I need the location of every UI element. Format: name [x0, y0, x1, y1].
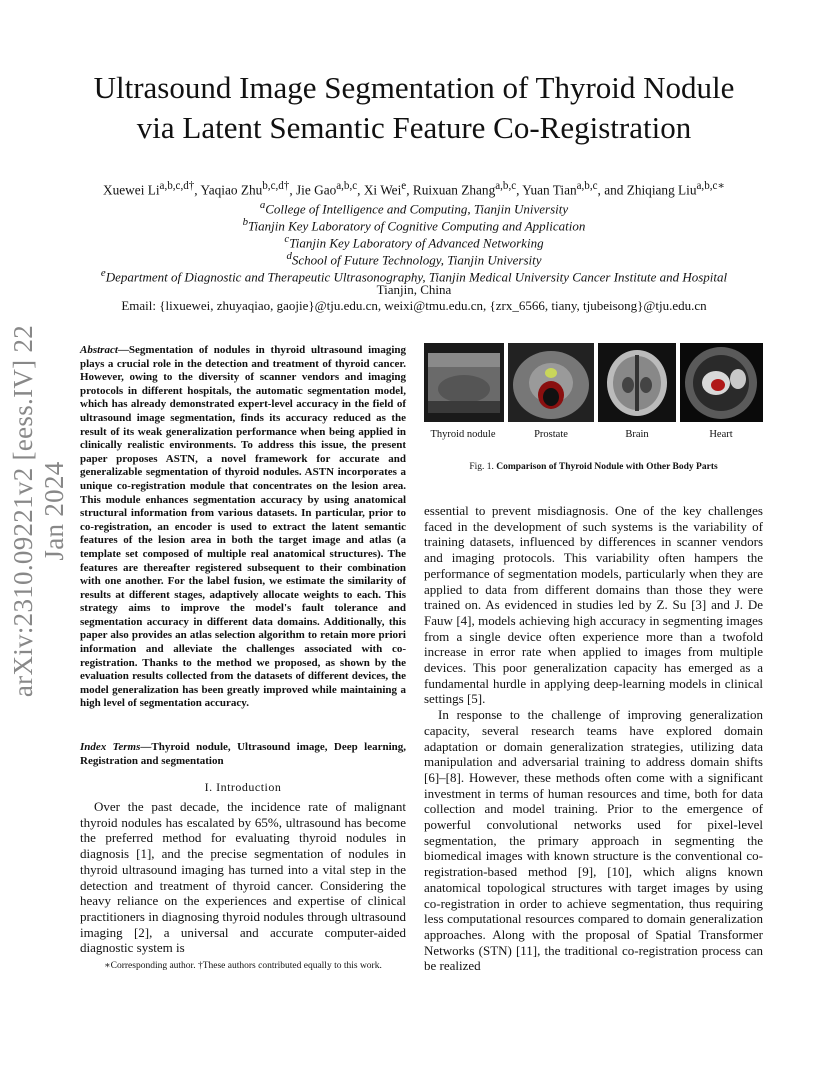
brain-image	[598, 343, 676, 422]
figure-label-thyroid: Thyroid nodule	[430, 429, 496, 440]
right-paragraph-1: essential to prevent misdiagnosis. One of the key challenges faced in the development of such systems is the variability of training datasets, influenced by differences in scanner vendors and imaging protocols. This variability often hampers the performance of segmentation models, particularly when they are applied to data from different domains than those they were trained on. As evidenced in studies led by Z. Su [3] and J. De Fauw [4], models achieving high accuracy in segmenting images from a single device often experience more than a twofold increase in error rate when applied to images from multiple devices. This poor generalization capacity has emerged as a fundamental hurdle in applying deep-learning models in clinical settings [5].	[424, 503, 763, 707]
affiliation-a: $^a$College of Intelligence and Computing, Tianjin University	[259, 199, 569, 217]
abstract-lead: Abstract	[80, 344, 118, 356]
right-paragraph-2: In response to the challenge of improving generalization capacity, several research teams have explored domain adaptation or domain generalization strategies, utilizing data manipulation and adversarial training to address domain shifts [6]–[8]. However, these methods often come with a significant investment in terms of human resources and time, both for data collection and model training. Prior to the emergence of powerful convolutional networks used for pixel-level segmentation, the primary approach in segmenting the biomedical images with known structure is the conventional co-registration-based method [9], [10], which aligns known anatomical topological structures with target images by using co-registration in order to achieve segmentation, thus requiring less computational resources compared to domain generalization approaches. Along with the proposal of Spatial Transformer Networks (STN) [11], the traditional co-registration process can be realized	[424, 707, 763, 974]
figure-label-brain: Brain	[625, 429, 649, 440]
arxiv-stamp: arXiv:2310.09221v2 [eess.IV] 22 Jan 2024	[8, 324, 69, 698]
affiliation-d: $^d$School of Future Technology, Tianjin University	[286, 250, 542, 268]
author-list: Xuewei $Li^{a,b,c,d\dagger}$, Yaqiao Zhu$^{b,c,d\dagger}$, Jie Gao$^{a,b,c}$, Xi Wei$^e$, Ruixuan Zhang$^{a,b,c}$, Yuan Tian$^{a,b,c}$, and Zhiqiang Liu$^{a,b,c∗}$	[103, 180, 725, 198]
index-terms	[80, 741, 406, 768]
paper-title	[0, 68, 828, 148]
affiliation-e: $^e$Department of Diagnostic and Therapeutic Ultrasonography, Tianjin Medical University Cancer Institute and Hospital	[100, 267, 728, 285]
title-line-1: Ultrasound Image Segmentation of Thyroid Nodule	[93, 70, 735, 105]
intro-paragraph-left: Over the past decade, the incidence rate of malignant thyroid nodules has escalated by 65%, ultrasound has become the preferred method for evaluating thyroid nodules in diagnosis [1], and the precise segmentation of nodules in thyroid ultrasound imaging has turned into a vital step in the detection and treatment of thyroid cancer. Considering the heavy reliance on the experiences and expertise of clinical practitioners in diagnosing thyroid nodules through ultrasound imaging [2], a universal and accurate computer-aided diagnostic system is	[80, 799, 406, 956]
figure-label-prostate: Prostate	[534, 429, 568, 440]
right-column	[424, 503, 763, 974]
figure-caption-text: Comparison of Thyroid Nodule with Other Body Parts	[496, 462, 718, 472]
affiliation-c: $^c$Tianjin Key Laboratory of Advanced Networking	[284, 233, 544, 251]
prostate-image	[508, 343, 594, 422]
abstract-text: —Segmentation of nodules in thyroid ultrasound imaging plays a crucial role in the detection and treatment of thyroid cancer. However, owing to the diversity of scanner vendors and imaging protocols in different hospitals, the automatic segmentation model, which has already demonstrated expert-level accuracy in the field of ultrasound image segmentation, finds its accuracy reduced as the result of its weak generalization performance when being applied in clinically realistic environments. To address this issue, the present paper proposes ASTN, a novel framework for accurate and generalizable segmentation of thyroid nodules. ASTN incorporates a unique co-registration module that concentrates on the lesion area. This module enhances segmentation accuracy by using anatomical structural information from various datasets. In particular, prior to co-registration, an encoder is used to extract the latent semantic features of the lesion area in both the target image and atlas (a template set composed of multiple real anatomical structures). The features are thereafter registered subsequent to their combination with one another. For the label fusion, we estimate the similarity of results at different stages, adaptively allocate weights to each. This strategy aims to improve the model's fault tolerance and segmentation accuracy in different data domains. Additionally, this paper also provides an atlas selection algorithm to retain more priori information and alleviate the challenges associated with co-registration. Thanks to the method we proposed, as shown by the evaluation results collected from the datasets of different devices, the model generalization has been greatly improved while maintaining a high level of segmentation accuracy.	[80, 344, 406, 710]
affiliation-city: Tianjin, China	[376, 282, 452, 297]
footnote: ∗Corresponding author. †These authors contributed equally to this work.	[104, 961, 382, 971]
abstract	[80, 344, 406, 711]
figure-caption	[424, 462, 763, 472]
index-terms-text: —Thyroid nodule, Ultrasound image, Deep learning, Registration and segmentation	[80, 741, 406, 767]
figure-caption-number: Fig. 1.	[469, 462, 494, 472]
heart-image	[680, 343, 763, 422]
thyroid-ultrasound-image	[424, 343, 504, 422]
email-line: Email: {lixuewei, zhuyaqiao, gaojie}@tju.edu.cn, weixi@tmu.edu.cn, {zrx_6566, tiany, tjubeisong}@tju.edu.cn	[121, 298, 707, 313]
section-heading: I. Introduction	[204, 780, 282, 794]
index-terms-lead: Index Terms	[80, 741, 141, 753]
affiliation-b: $^b$Tianjin Key Laboratory of Cognitive Computing and Application	[242, 216, 586, 234]
figure-label-heart: Heart	[709, 429, 733, 440]
title-line-2: via Latent Semantic Feature Co-Registration	[136, 110, 692, 145]
